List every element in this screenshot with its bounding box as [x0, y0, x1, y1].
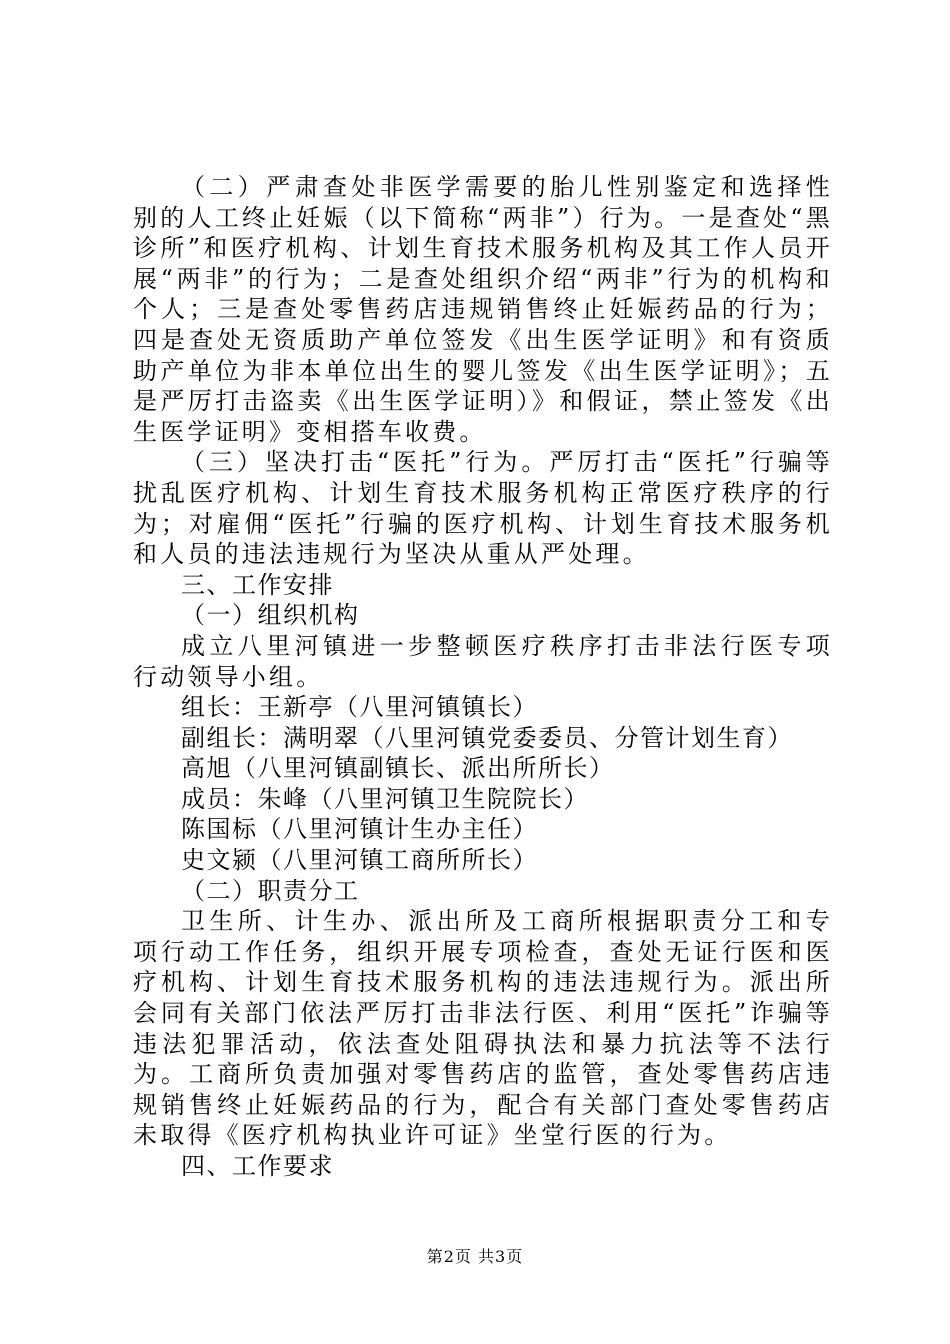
paragraph-responsibilities: 卫生所、计生办、派出所及工商所根据职责分工和专项行动工作任务，组织开展专项检查，查处无证行医和医疗机构、计划生育技术服务机构的违法违规行为。派出所会同有关部门依法严厉打击非法行医、利用“医托”诈骗等违法犯罪活动，依法查处阻碍执法和暴力抗法等不法行为。工商所负责加强对零售药店的监管，查处零售药店违规销售终止妊娠药品的行为，配合有关部门查处零售药店未取得《医疗机构执业许可证》坐堂行医的行为。 — [133, 907, 833, 1150]
subheading-responsibilities: （二）职责分工 — [181, 876, 360, 905]
heading-work-arrangement: 三、工作安排 — [181, 570, 334, 599]
page-number-footer: 第2页 共3页 — [426, 1247, 524, 1266]
member-1: 成员：朱峰（八里河镇卫生院院长） — [181, 784, 589, 813]
member-deputy-leader-2: 高旭（八里河镇副镇长、派出所所长） — [181, 754, 615, 783]
paragraph-leading-group: 成立八里河镇进一步整顿医疗秩序打击非法行医专项行动领导小组。 — [133, 631, 833, 691]
paragraph-section-3: （三）坚决打击“医托”行为。严厉打击“医托”行骗等扰乱医疗机构、计划生育技术服务机构正常医疗秩序的行为；对雇佣“医托”行骗的医疗机构、计划生育技术服务机和人员的违法违规行为坚决从重从严处理。 — [133, 448, 833, 569]
member-3: 史文颍（八里河镇工商所所长） — [181, 846, 538, 875]
document-body — [133, 172, 833, 1182]
member-2: 陈国标（八里河镇计生办主任） — [181, 815, 538, 844]
member-deputy-leader-1: 副组长：满明翠（八里河镇党委委员、分管计划生育） — [181, 723, 793, 752]
member-leader: 组长：王新亭（八里河镇镇长） — [181, 693, 538, 722]
subheading-organization: （一）组织机构 — [181, 601, 360, 630]
paragraph-section-2: （二）严肃查处非医学需要的胎儿性别鉴定和选择性别的人工终止妊娠（以下简称“两非”）行为。一是查处“黑诊所”和医疗机构、计划生育技术服务机构及其工作人员开展“两非”的行为；二是查处组织介绍“两非”行为的机构和个人；三是查处零售药店违规销售终止妊娠药品的行为；四是查处无资质助产单位签发《出生医学证明》和有资质助产单位为非本单位出生的婴儿签发《出生医学证明》；五是严厉打击盗卖《出生医学证明）》和假证，禁止签发《出生医学证明》变相搭车收费。 — [133, 173, 833, 446]
heading-work-requirements: 四、工作要求 — [181, 1152, 334, 1180]
